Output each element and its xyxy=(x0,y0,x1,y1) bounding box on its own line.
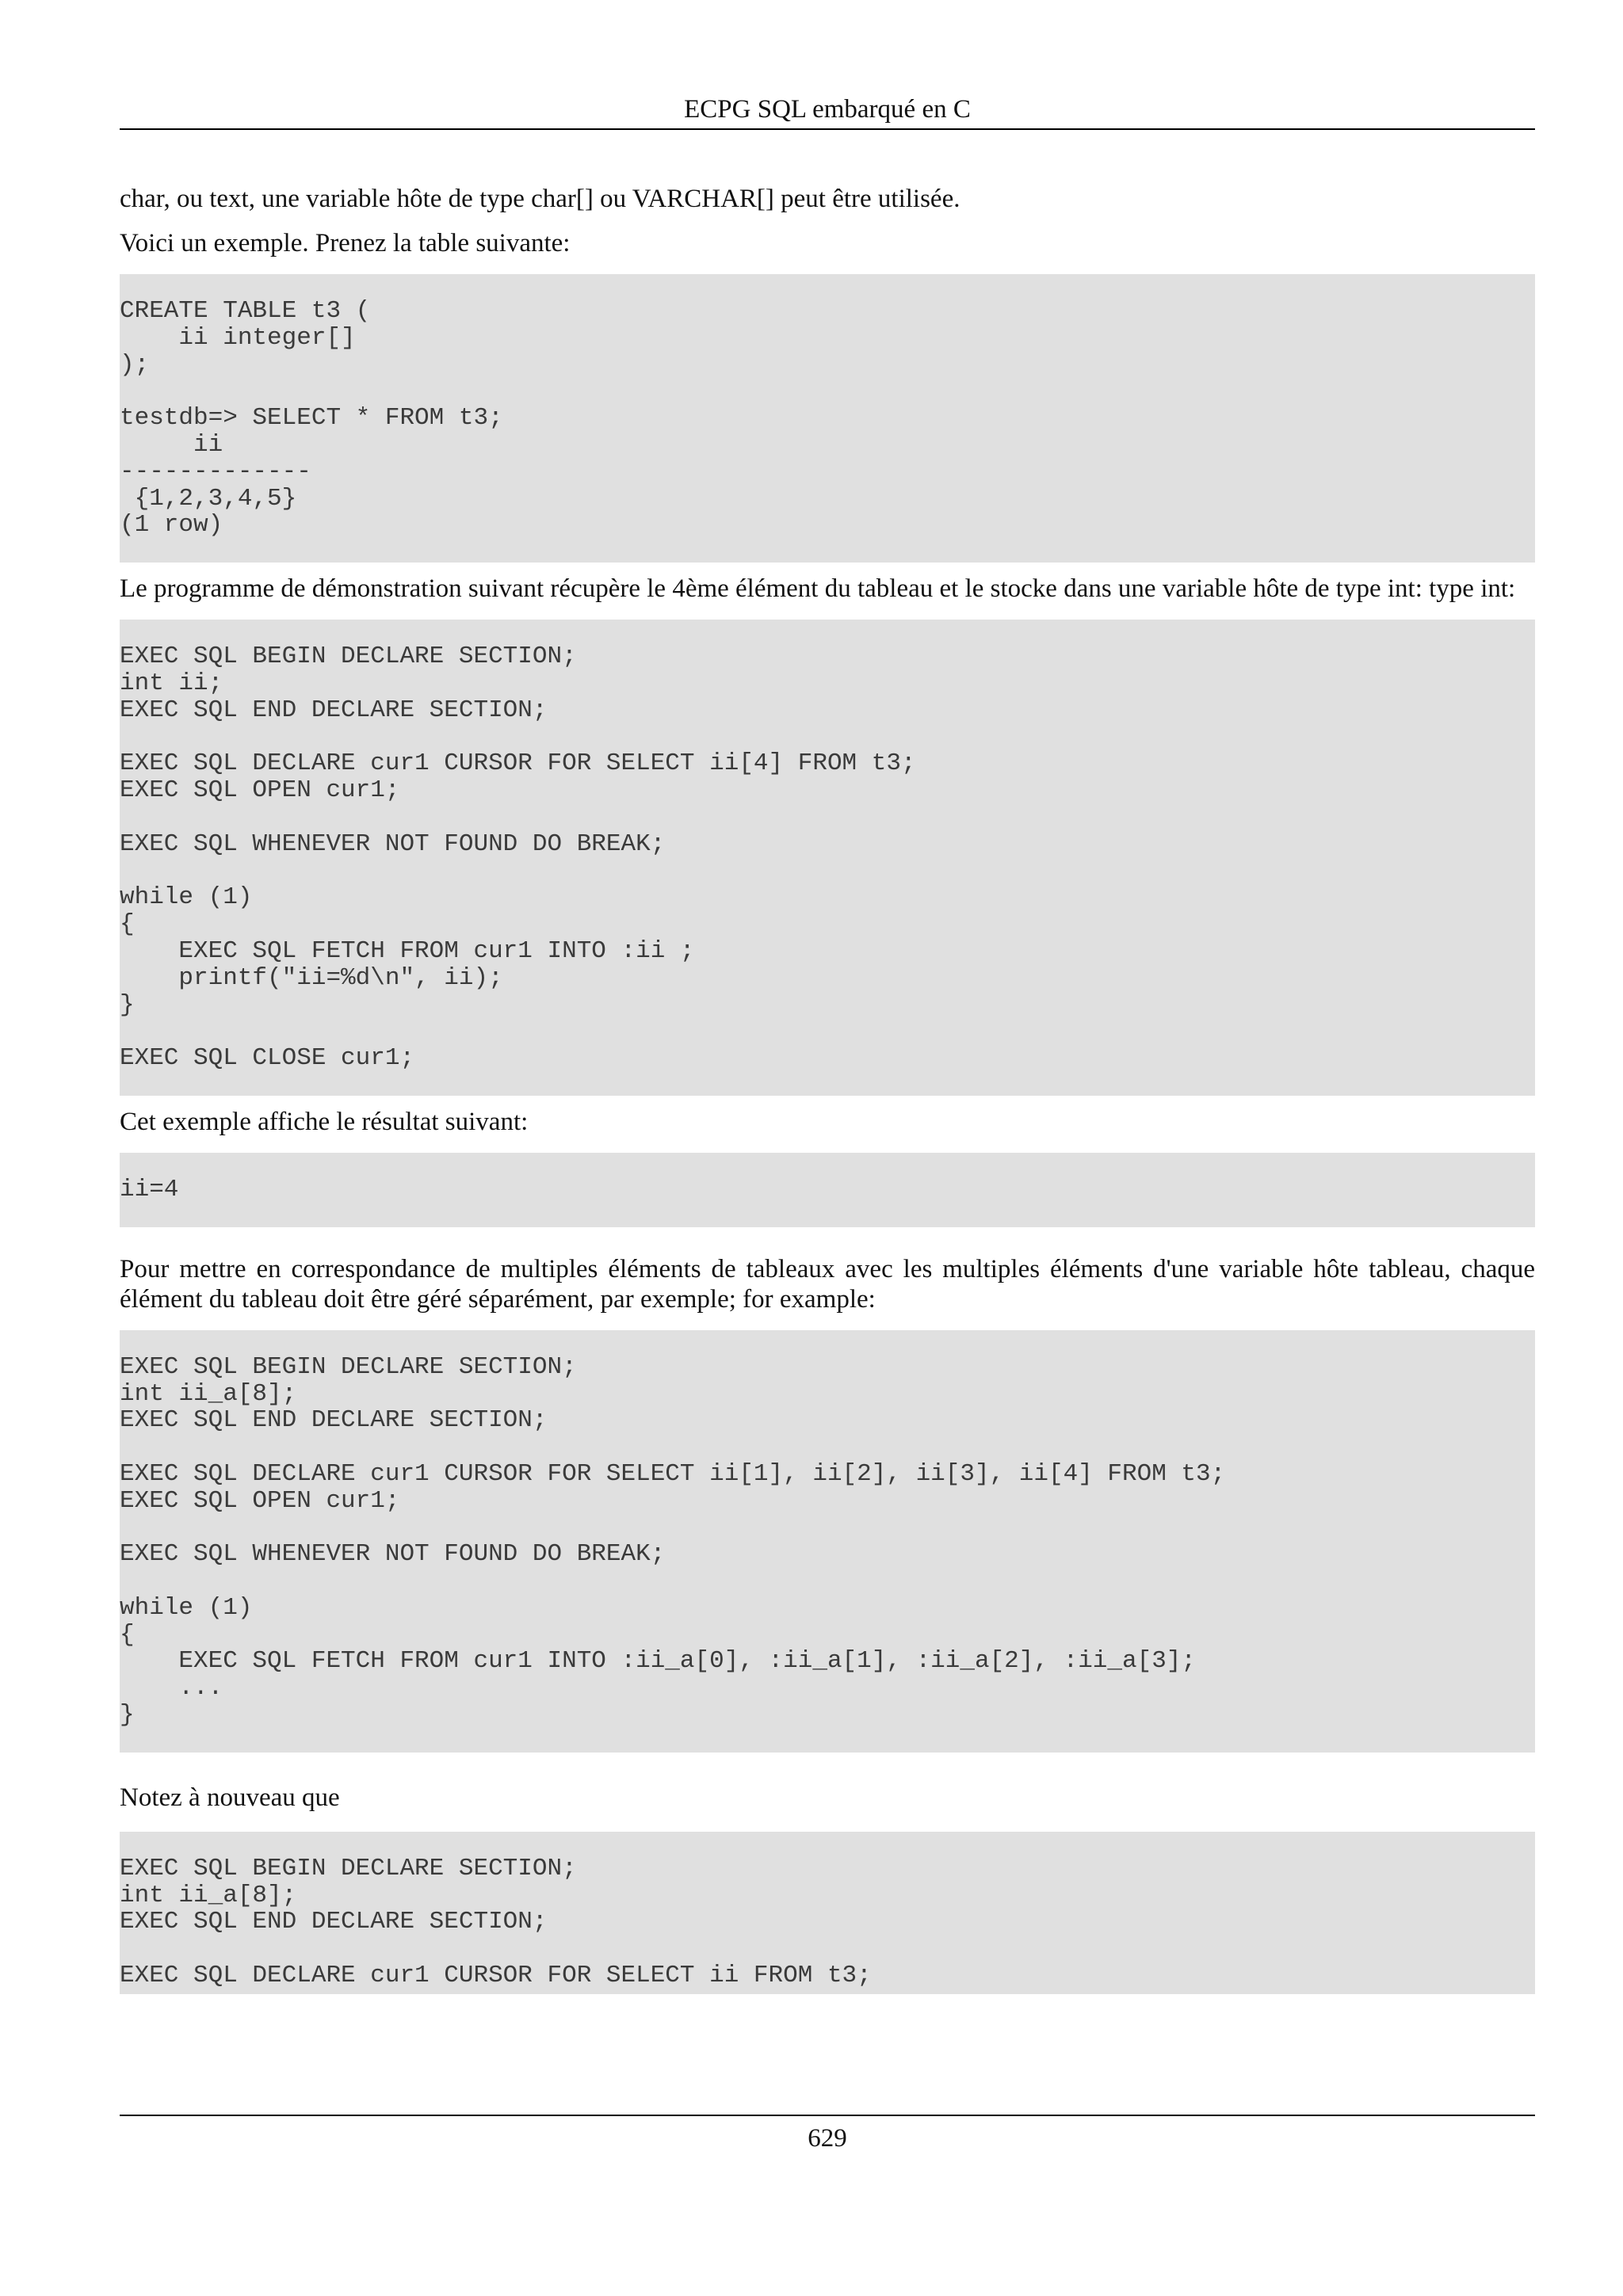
page-number: 629 xyxy=(808,2124,847,2153)
code-block-create-table: CREATE TABLE t3 ( ii integer[] ); testdb=> SELECT * FROM t3; ii ------------- {1,2,3,4,5} (1 row) xyxy=(120,274,1535,563)
page-header xyxy=(120,92,1535,130)
intro-paragraph: char, ou text, une variable hôte de type char[] ou VARCHAR[] peut être utilisée. xyxy=(120,185,960,213)
code-block-demo-program: EXEC SQL BEGIN DECLARE SECTION; int ii; EXEC SQL END DECLARE SECTION; EXEC SQL DECLARE cur1 CURSOR FOR SELECT ii[4] FROM t3; EXEC SQL OPEN cur1; EXEC SQL WHENEVER NOT FOUND DO BREAK; while (1) { EXEC SQL FETCH FROM cur1 INTO :ii ; printf("ii=%d\n", ii); } EXEC SQL CLOSE cur1; xyxy=(120,620,1535,1096)
example-intro-paragraph: Voici un exemple. Prenez la table suivante: xyxy=(120,229,571,257)
page-footer xyxy=(120,2115,1535,2157)
code-block-multi-elements: EXEC SQL BEGIN DECLARE SECTION; int ii_a[8]; EXEC SQL END DECLARE SECTION; EXEC SQL DECLARE cur1 CURSOR FOR SELECT ii[1], ii[2], ii[3], ii[4] FROM t3; EXEC SQL OPEN cur1; EXEC SQL WHENEVER NOT FOUND DO BREAK; while (1) { EXEC SQL FETCH FROM cur1 INTO :ii_a[0], :ii_a[1], :ii_a[2], :ii_a[3]; ... } xyxy=(120,1330,1535,1753)
demo-description-paragraph: Le programme de démonstration suivant récupère le 4ème élément du tableau et le stocke dans une variable hôte de type int: type int: xyxy=(120,574,1516,604)
note-intro-paragraph: Notez à nouveau que xyxy=(120,1783,340,1812)
output-intro-paragraph: Cet exemple affiche le résultat suivant: xyxy=(120,1107,529,1136)
header-title: ECPG SQL embarqué en C xyxy=(684,95,971,124)
code-block-note: EXEC SQL BEGIN DECLARE SECTION; int ii_a[8]; EXEC SQL END DECLARE SECTION; EXEC SQL DECLARE cur1 CURSOR FOR SELECT ii FROM t3; xyxy=(120,1832,1535,1994)
multi-elements-paragraph: Pour mettre en correspondance de multiples éléments de tableaux avec les multiples éléments d'une variable hôte tableau, chaque élément du tableau doit être géré séparément, par exemple; for example: xyxy=(120,1254,1535,1314)
page-content xyxy=(120,184,1535,1994)
code-block-output: ii=4 xyxy=(120,1153,1535,1227)
